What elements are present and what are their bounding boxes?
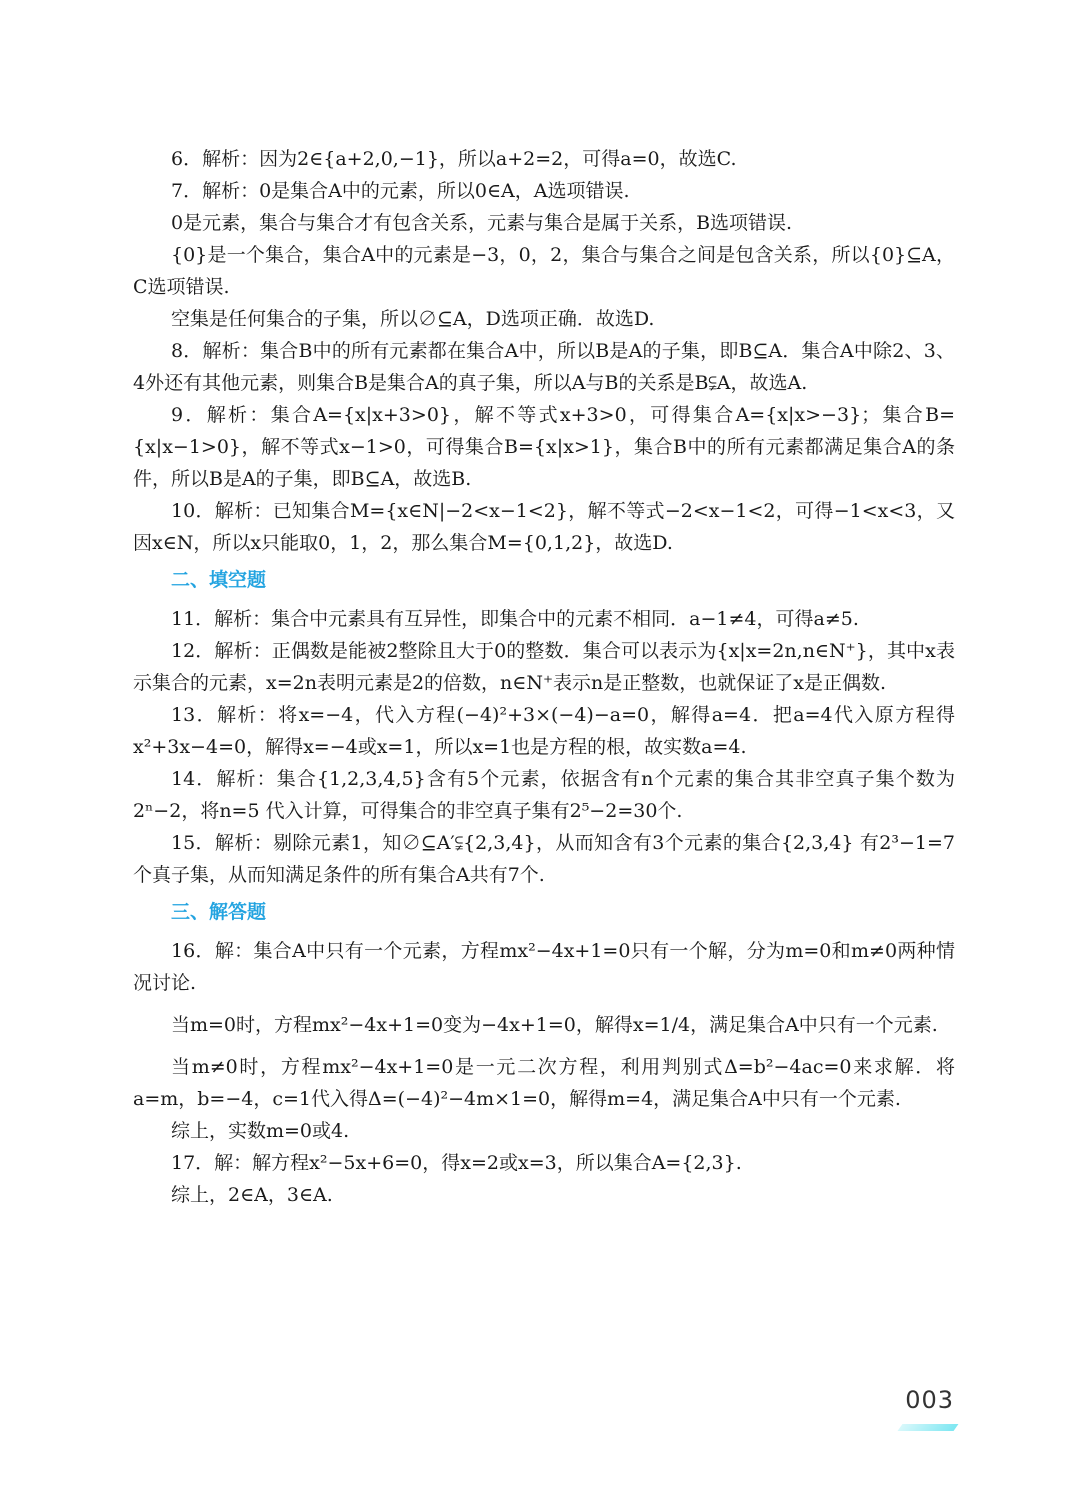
solution-16-b: 当m=0时，方程mx²−4x+1=0变为−4x+1=0，解得x=1/4，满足集合A中只有一个元素. — [171, 1014, 938, 1036]
solution-17-a: 17．解：解方程x²−5x+6=0，得x=2或x=3，所以集合A={2,3}. — [171, 1152, 742, 1174]
solution-6: 6．解析：因为2∈{a+2,0,−1}，所以a+2=2，可得a=0，故选C. — [171, 148, 737, 170]
solution-9: 9．解析：集合A={x|x+3>0}，解不等式x+3>0，可得集合A={x|x>−3}；集合B={x|x−1>0}，解不等式x−1>0，可得集合B={x|x>1}，集合B中的所有元素都满足集合A的条件，所以B是A的子集，即B⊆A，故选B. — [133, 404, 955, 490]
solution-12: 12．解析：正偶数是能被2整除且大于0的整数．集合可以表示为{x|x=2n,n∈N⁺}，其中x表示集合的元素，x=2n表明元素是2的倍数，n∈N⁺表示n是正整数，也就保证了x是正偶数. — [133, 640, 955, 694]
solution-16-d: 综上，实数m=0或4. — [171, 1120, 350, 1142]
answer-text — [133, 143, 955, 1211]
section-heading-fill-in: 二、填空题 — [171, 569, 267, 591]
solution-13: 13．解析：将x=−4，代入方程(−4)²+3×(−4)−a=0，解得a=4．把a=4代入原方程得x²+3x−4=0，解得x=−4或x=1，所以x=1也是方程的根，故实数a=4. — [133, 704, 955, 758]
solution-7-d: 空集是任何集合的子集，所以∅⊆A，D选项正确．故选D. — [171, 308, 655, 330]
solution-11: 11．解析：集合中元素具有互异性，即集合中的元素不相同．a−1≠4，可得a≠5. — [171, 608, 859, 630]
solution-8: 8．解析：集合B中的所有元素都在集合A中，所以B是A的子集，即B⊆A．集合A中除2、3、4外还有其他元素，则集合B是集合A的真子集，所以A与B的关系是B⫋A，故选A. — [133, 340, 955, 394]
page-number-decoration — [898, 1424, 959, 1431]
solution-7-b: 0是元素，集合与集合才有包含关系，元素与集合是属于关系，B选项错误. — [171, 212, 793, 234]
page-number: 003 — [905, 1386, 954, 1414]
solution-16-c: 当m≠0时，方程mx²−4x+1=0是一元二次方程，利用判别式Δ=b²−4ac=0来求解．将a=m，b=−4，c=1代入得Δ=(−4)²−4m×1=0，解得m=4，满足集合A中只有一个元素. — [133, 1056, 955, 1110]
solution-7-c: {0}是一个集合，集合A中的元素是−3，0，2，集合与集合之间是包含关系，所以{0}⊆A，C选项错误. — [133, 244, 955, 298]
solution-7-a: 7．解析：0是集合A中的元素，所以0∈A，A选项错误. — [171, 180, 630, 202]
section-heading-answer: 三、解答题 — [171, 901, 267, 923]
solution-17-b: 综上，2∈A，3∈A. — [171, 1184, 333, 1206]
solution-14: 14．解析：集合{1,2,3,4,5}含有5个元素，依据含有n个元素的集合其非空真子集个数为2ⁿ−2，将n=5 代入计算，可得集合的非空真子集有2⁵−2=30个. — [133, 768, 955, 822]
solution-10: 10．解析：已知集合M={x∈N|−2<x−1<2}，解不等式−2<x−1<2，可得−1<x<3，又因x∈N，所以x只能取0，1，2，那么集合M={0,1,2}，故选D. — [133, 500, 955, 554]
solution-16-a: 16．解：集合A中只有一个元素，方程mx²−4x+1=0只有一个解，分为m=0和m≠0两种情况讨论. — [133, 940, 955, 994]
solution-15: 15．解析：剔除元素1，知∅⊆A′⫋{2,3,4}，从而知含有3个元素的集合{2,3,4} 有2³−1=7个真子集，从而知满足条件的所有集合A共有7个. — [133, 832, 955, 886]
